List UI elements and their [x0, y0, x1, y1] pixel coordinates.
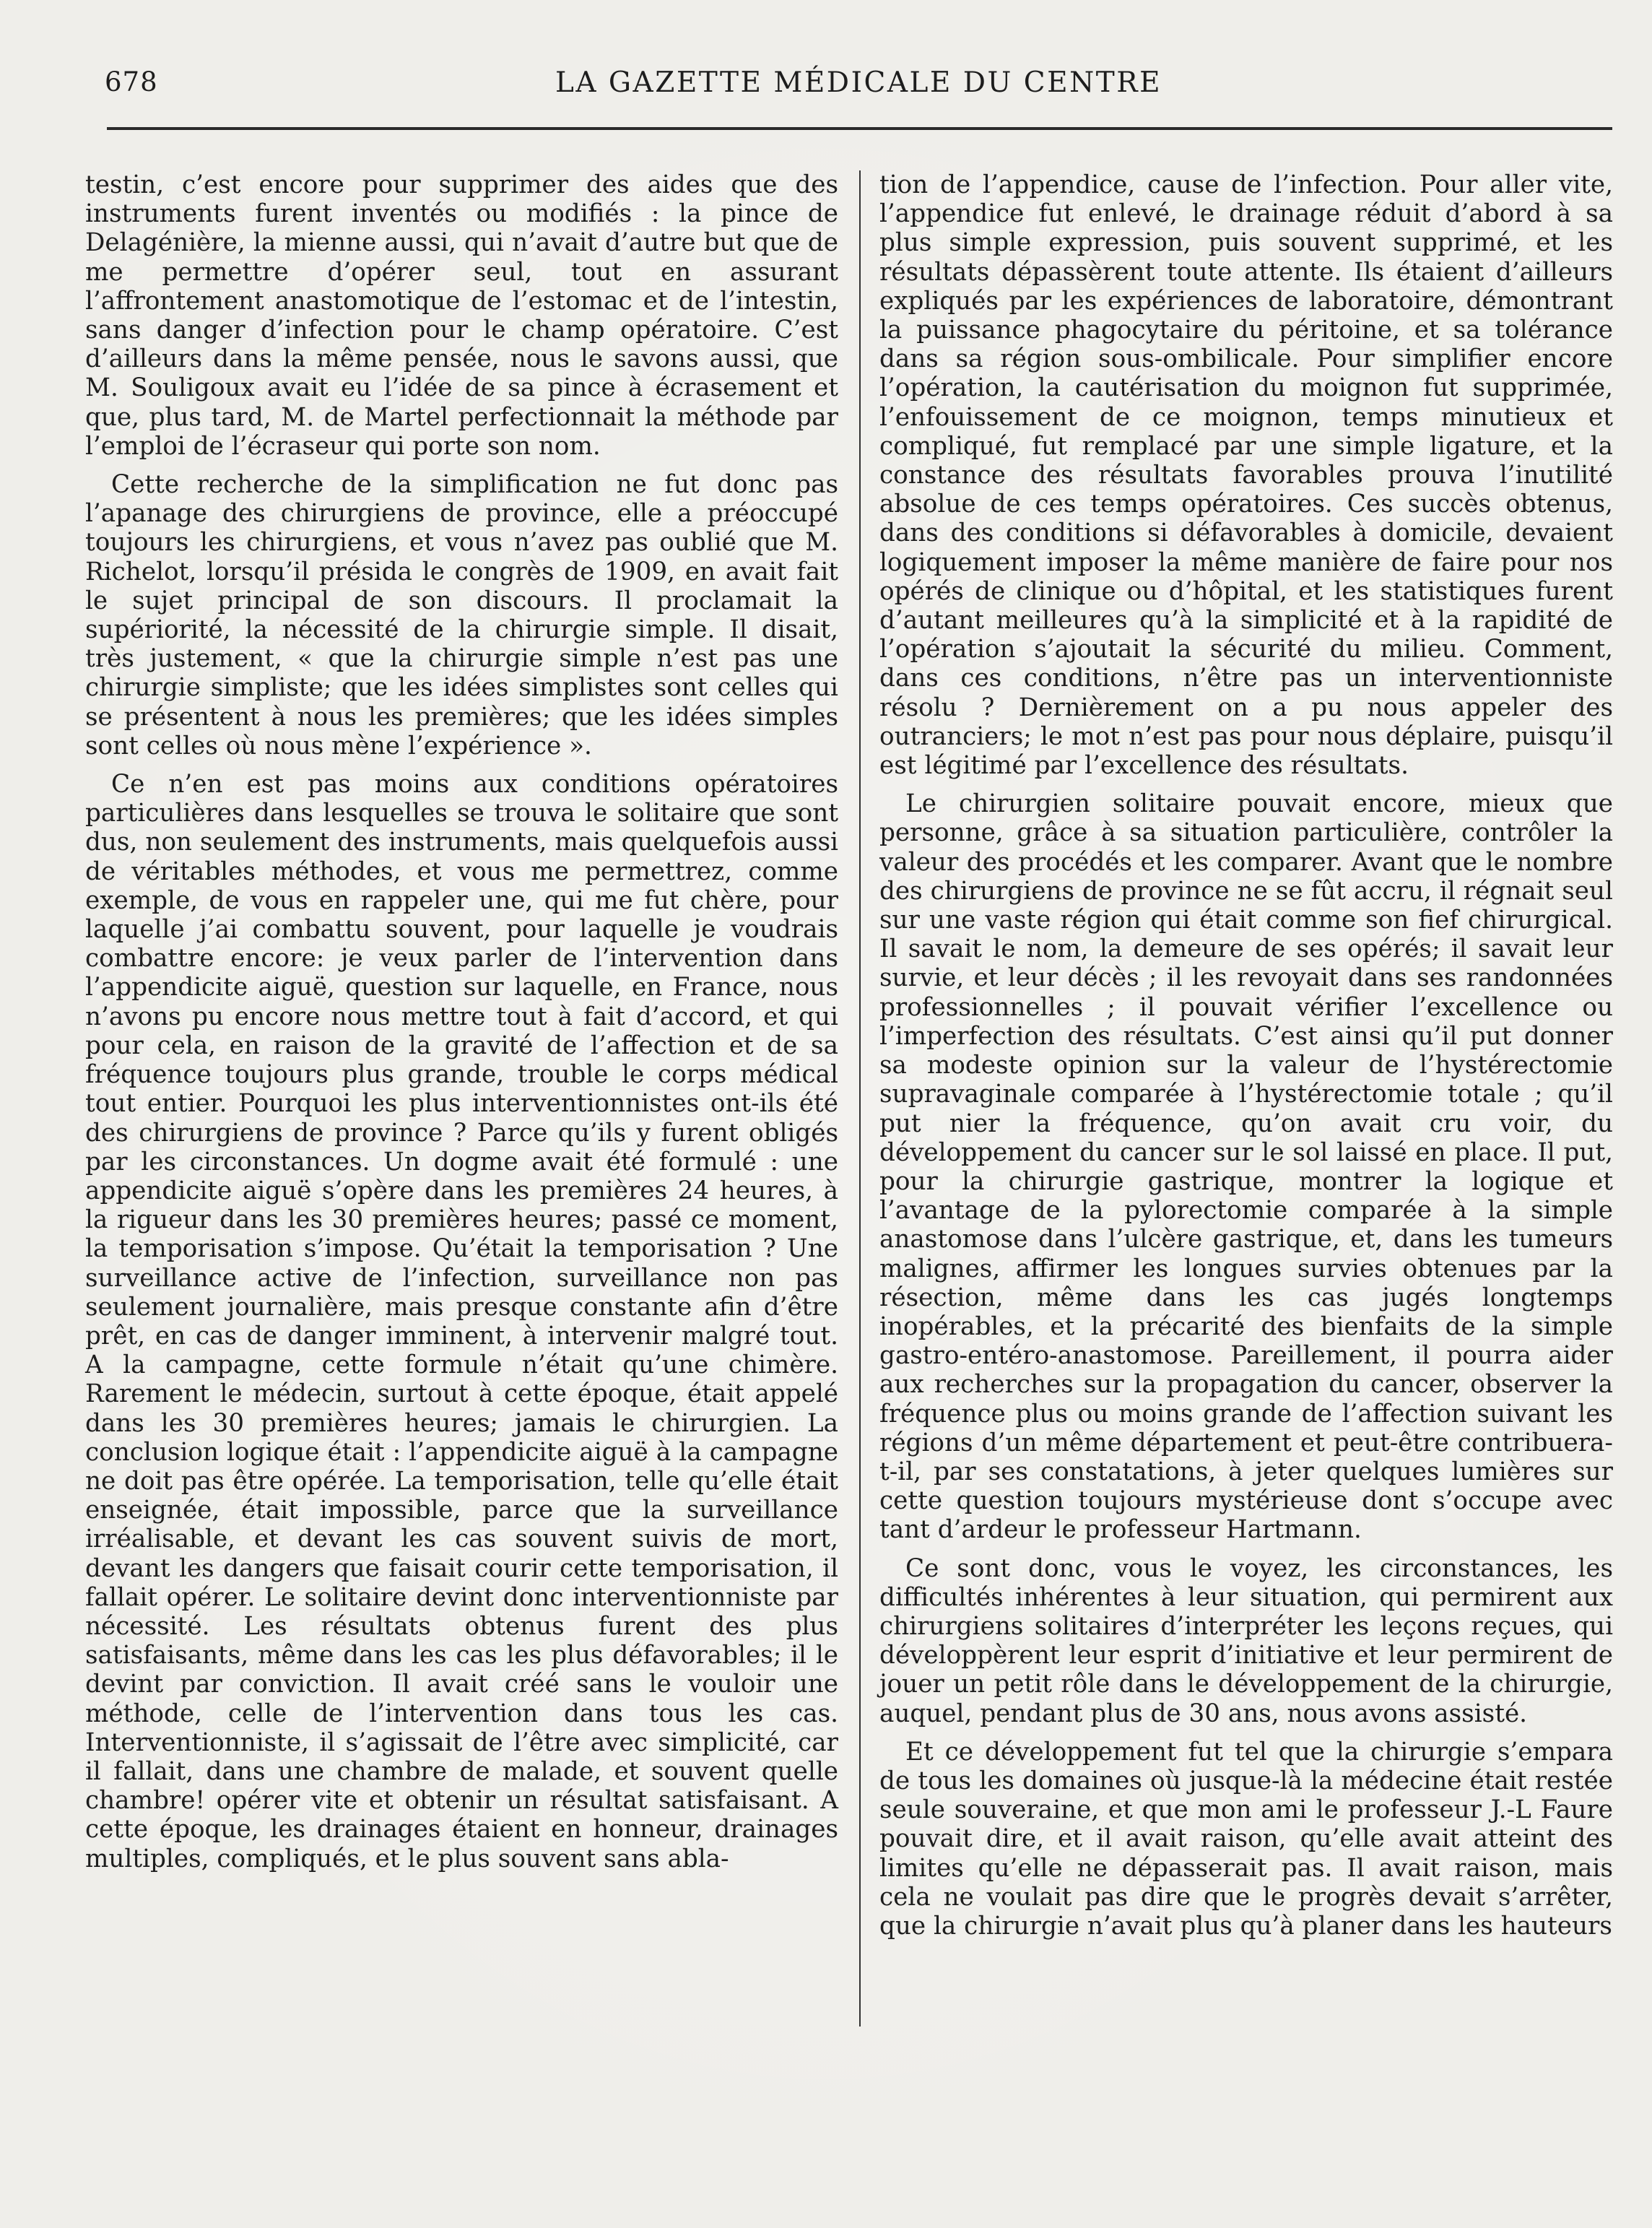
paragraph: Ce sont donc, vous le voyez, les circonstances, les difficultés inhérentes à leur situation, qui permirent aux chirurgiens solitaires d’interpréter les leçons reçues, qui développèrent leur esprit d’initiative et leur permirent de jouer un petit rôle dans le développement de la chirurgie, auquel, pendant plus de 30 ans, nous avons assisté. [879, 1553, 1613, 1728]
paragraph: Et ce développement fut tel que la chirurgie s’empara de tous les domaines où jusque-là la médecine était restée seule souveraine, et que mon ami le professeur J.-L Faure pouvait dire, et il avait raison, qu’elle avait atteint des limites qu’elle ne dépasserait pas. Il avait raison, mais cela ne voulait pas dire que le progrès devait s’arrêter, que la chirurgie n’avait plus qu’à planer dans les hauteurs [879, 1737, 1613, 1941]
column-divider [859, 170, 861, 2027]
running-head [105, 66, 1612, 110]
right-column [879, 170, 1613, 1950]
paragraph: Le chirurgien solitaire pouvait encore, mieux que personne, grâce à sa situation particulière, contrôler la valeur des procédés et les comparer. Avant que le nombre des chirurgiens de province ne se fût accru, il régnait seul sur une vaste région qui était comme son fief chirurgical. Il savait le nom, la demeure de ses opérés; il savait leur survie, et leur décès ; il les revoyait dans ses randonnées professionnelles ; il pouvait vérifier l’excellence ou l’imperfection des résultats. C’est ainsi qu’il put donner sa modeste opinion sur la valeur de l’hystérectomie supravaginale comparée à l’hystérectomie totale ; qu’il put nier la fréquence, qu’on avait cru voir, du développement du cancer sur le sol laissé en place. Il put, pour la chirurgie gastrique, montrer la logique et l’avantage de la pylorectomie comparée à la simple anastomose dans l’ulcère gastrique, et, dans les tumeurs malignes, affirmer les longues survies obtenues par la résection, même dans les cas jugés longtemps inopérables, et la précarité des bienfaits de la simple gastro-entéro-anastomose. Pareillement, il pourra aider aux recherches sur la propagation du cancer, observer la fréquence plus ou moins grande de l’affection suivant les régions d’un même département et peut-être contribuera-t-il, par ses constatations, à jeter quelques lumières sur cette question toujours mystérieuse dont s’occupe avec tant d’ardeur le professeur Hartmann. [879, 789, 1613, 1545]
left-column [85, 170, 838, 1883]
paragraph: testin, c’est encore pour supprimer des aides que des instruments furent inventés ou modifiés : la pince de Delagénière, la mienne aussi, qui n’avait d’autre but que de me permettre d’opérer seul, tout en assurant l’affrontement anastomotique de l’estomac et de l’intestin, sans danger d’infection pour le champ opératoire. C’est d’ailleurs dans la même pensée, nous le savons aussi, que M. Souligoux avait eu l’idée de sa pince à écrasement et que, plus tard, M. de Martel perfectionnait la méthode par l’emploi de l’écraseur qui porte son nom. [85, 170, 838, 461]
paragraph: tion de l’appendice, cause de l’infection. Pour aller vite, l’appendice fut enlevé, le drainage réduit d’abord à sa plus simple expression, puis souvent supprimé, et les résultats dépassèrent toute attente. Ils étaient d’ailleurs expliqués par les expériences de laboratoire, démontrant la puissance phagocytaire du péritoine, et sa tolérance dans sa région sous-ombilicale. Pour simplifier encore l’opération, la cautérisation du moignon fut supprimée, l’enfouissement de ce moignon, temps minutieux et compliqué, fut remplacé par une simple ligature, et la constance des résultats favorables prouva l’inutilité absolue de ces temps opératoires. Ces succès obtenus, dans des conditions si défavorables à domicile, devaient logiquement imposer la même manière de faire pour nos opérés de clinique ou d’hôpital, et les statistiques furent d’autant meilleures qu’à la simplicité et à la rapidité de l’opération s’ajoutait la sécurité du milieu. Comment, dans ces conditions, n’être pas un interventionniste résolu ? Dernièrement on a pu nous appeler des outranciers; le mot n’est pas pour nous déplaire, puisqu’il est légitimé par l’excellence des résultats. [879, 170, 1613, 781]
page-number: 678 [105, 66, 158, 97]
paragraph: Ce n’en est pas moins aux conditions opératoires particulières dans lesquelles se trouva le solitaire que sont dus, non seulement des instruments, mais quelquefois aussi de véritables méthodes, et vous me permettrez, comme exemple, de vous en rappeler une, qui me fut chère, pour laquelle j’ai combattu souvent, pour laquelle je voudrais combattre encore: je veux parler de l’intervention dans l’appendicite aiguë, question sur laquelle, en France, nous n’avons pu encore nous mettre tout à fait d’accord, et qui pour cela, en raison de la gravité de l’affection et de sa fréquence toujours plus grande, trouble le corps médical tout entier. Pourquoi les plus interventionnistes ont-ils été des chirurgiens de province ? Parce qu’ils y furent obligés par les circonstances. Un dogme avait été formulé : une appendicite aiguë s’opère dans les premières 24 heures, à la rigueur dans les 30 premières heures; passé ce moment, la temporisation s’impose. Qu’était la temporisation ? Une surveillance active de l’infection, surveillance non pas seulement journalière, mais presque constante afin d’être prêt, en cas de danger imminent, à intervenir malgré tout. A la campagne, cette formule n’était qu’une chimère. Rarement le médecin, surtout à cette époque, était appelé dans les 30 premières heures; jamais le chirurgien. La conclusion logique était : l’appendicite aiguë à la campagne ne doit pas être opérée. La temporisation, telle qu’elle était enseignée, était impossible, parce que la surveillance irréalisable, et devant les cas souvent suivis de mort, devant les dangers que faisait courir cette temporisation, il fallait opérer. Le solitaire devint donc interventionniste par nécessité. Les résultats obtenus furent des plus satisfaisants, même dans les cas les plus défavorables; il le devint par conviction. Il avait créé sans le vouloir une méthode, celle de l’intervention dans tous les cas. Interventionniste, il s’agissait de l’être avec simplicité, car il fallait, dans une chambre de malade, et souvent quelle chambre! opérer vite et obtenir un résultat satisfaisant. A cette époque, les drainages étaient en honneur, drainages multiples, compliqués, et le plus souvent sans abla- [85, 770, 838, 1873]
header-rule [107, 127, 1612, 130]
journal-title: LA GAZETTE MÉDICALE DU CENTRE [555, 66, 1162, 99]
paragraph: Cette recherche de la simplification ne fut donc pas l’apanage des chirurgiens de province, elle a préoccupé toujours les chirurgiens, et vous n’avez pas oublié que M. Richelot, lorsqu’il présida le congrès de 1909, en avait fait le sujet principal de son discours. Il proclamait la supériorité, la nécessité de la chirurgie simple. Il disait, très justement, « que la chirurgie simple n’est pas une chirurgie simpliste; que les idées simplistes sont celles qui se présentent à nous les premières; que les idées simples sont celles où nous mène l’expérience ». [85, 470, 838, 760]
